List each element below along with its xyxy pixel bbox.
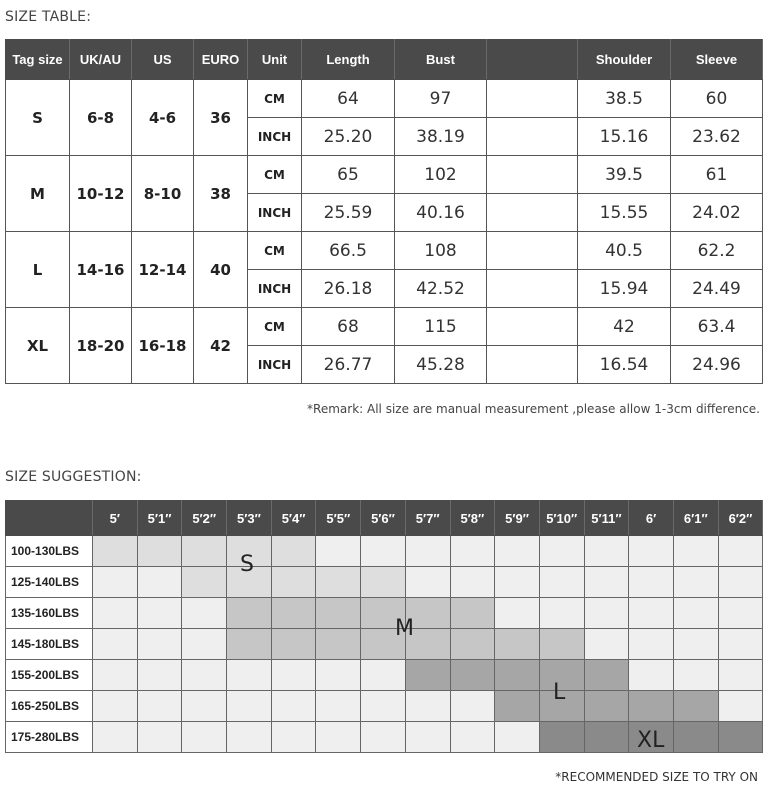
unit-inch-cell: INCH	[248, 118, 302, 156]
sleeve-inch-cell: 23.62	[671, 118, 763, 156]
empty-cell	[673, 567, 718, 598]
zone-cell-l	[584, 660, 629, 691]
empty-cell	[584, 629, 629, 660]
empty-cell	[137, 629, 182, 660]
zone-cell-s	[93, 536, 138, 567]
zone-cell-s	[137, 536, 182, 567]
blank-cm-cell	[487, 80, 578, 118]
empty-cell	[718, 660, 763, 691]
empty-cell	[495, 536, 540, 567]
zone-cell-l	[584, 691, 629, 722]
empty-cell	[137, 691, 182, 722]
us-cell: 4-6	[132, 80, 194, 156]
empty-cell	[450, 722, 495, 753]
zone-cell-m	[316, 598, 361, 629]
empty-cell	[718, 567, 763, 598]
zone-cell-xl	[539, 722, 584, 753]
us-cell: 16-18	[132, 308, 194, 384]
empty-cell	[629, 598, 674, 629]
zone-label-l: L	[553, 680, 566, 705]
empty-cell	[137, 722, 182, 753]
blank-inch-cell	[487, 194, 578, 232]
empty-cell	[271, 722, 316, 753]
empty-cell	[584, 567, 629, 598]
height-header: 6′	[629, 501, 674, 536]
empty-cell	[718, 536, 763, 567]
recommend-footer: *RECOMMENDED SIZE TO TRY ON	[555, 770, 758, 784]
header-us: US	[132, 40, 194, 80]
empty-cell	[93, 598, 138, 629]
size-suggestion-title: SIZE SUGGESTION:	[5, 469, 142, 485]
empty-cell	[539, 536, 584, 567]
zone-label-m: M	[395, 616, 414, 641]
empty-cell	[673, 629, 718, 660]
zone-cell-m	[227, 629, 272, 660]
weight-row	[6, 567, 763, 598]
tag-size-cell: XL	[6, 308, 70, 384]
zone-cell-m	[227, 598, 272, 629]
empty-cell	[93, 567, 138, 598]
bust-inch-cell: 40.16	[395, 194, 487, 232]
empty-cell	[182, 660, 227, 691]
empty-cell	[629, 536, 674, 567]
zone-label-xl: XL	[637, 728, 665, 753]
height-header: 5′10″	[539, 501, 584, 536]
zone-cell-s	[182, 567, 227, 598]
unit-cm-cell: CM	[248, 308, 302, 346]
uk-au-cell: 10-12	[70, 156, 132, 232]
weight-row	[6, 691, 763, 722]
empty-cell	[137, 567, 182, 598]
height-header: 5′3″	[227, 501, 272, 536]
empty-cell	[361, 722, 406, 753]
zone-cell-m	[271, 598, 316, 629]
height-header: 5′2″	[182, 501, 227, 536]
zone-cell-l	[450, 660, 495, 691]
empty-cell	[629, 567, 674, 598]
empty-cell	[93, 629, 138, 660]
header-tag-size: Tag size	[6, 40, 70, 80]
height-header: 5′9″	[495, 501, 540, 536]
weight-label: 100-130LBS	[6, 536, 93, 567]
zone-cell-l	[673, 691, 718, 722]
empty-cell	[584, 536, 629, 567]
header-bust: Bust	[395, 40, 487, 80]
zone-cell-m	[539, 629, 584, 660]
bust-cm-cell: 115	[395, 308, 487, 346]
length-inch-cell: 26.77	[302, 346, 395, 384]
shoulder-inch-cell: 15.16	[578, 118, 671, 156]
empty-cell	[227, 660, 272, 691]
empty-cell	[450, 536, 495, 567]
empty-cell	[271, 660, 316, 691]
zone-cell-s	[271, 536, 316, 567]
length-cm-cell: 65	[302, 156, 395, 194]
zone-cell-s	[182, 536, 227, 567]
header-euro: EURO	[194, 40, 248, 80]
empty-cell	[495, 598, 540, 629]
tag-size-cell: M	[6, 156, 70, 232]
height-header: 5′6″	[361, 501, 406, 536]
shoulder-inch-cell: 16.54	[578, 346, 671, 384]
zone-cell-m	[450, 629, 495, 660]
empty-cell	[673, 660, 718, 691]
bust-cm-cell: 108	[395, 232, 487, 270]
bust-inch-cell: 45.28	[395, 346, 487, 384]
zone-cell-m	[450, 598, 495, 629]
size-table	[5, 39, 763, 384]
empty-cell	[629, 629, 674, 660]
zone-cell-xl	[673, 722, 718, 753]
weight-label: 145-180LBS	[6, 629, 93, 660]
empty-cell	[93, 691, 138, 722]
empty-cell	[137, 660, 182, 691]
empty-cell	[673, 598, 718, 629]
empty-cell	[495, 722, 540, 753]
blank-cm-cell	[487, 308, 578, 346]
empty-cell	[227, 722, 272, 753]
empty-cell	[137, 598, 182, 629]
empty-cell	[227, 691, 272, 722]
shoulder-inch-cell: 15.55	[578, 194, 671, 232]
blank-cm-cell	[487, 156, 578, 194]
euro-cell: 40	[194, 232, 248, 308]
uk-au-cell: 14-16	[70, 232, 132, 308]
uk-au-cell: 6-8	[70, 80, 132, 156]
weight-row	[6, 629, 763, 660]
empty-cell	[405, 691, 450, 722]
zone-cell-l	[629, 691, 674, 722]
empty-cell	[405, 536, 450, 567]
unit-cm-cell: CM	[248, 80, 302, 118]
empty-cell	[718, 629, 763, 660]
header-uk-au: UK/AU	[70, 40, 132, 80]
weight-row	[6, 660, 763, 691]
height-header: 5′1″	[137, 501, 182, 536]
height-header: 5′7″	[405, 501, 450, 536]
length-cm-cell: 64	[302, 80, 395, 118]
sleeve-inch-cell: 24.49	[671, 270, 763, 308]
empty-cell	[673, 536, 718, 567]
empty-cell	[629, 660, 674, 691]
zone-cell-m	[495, 629, 540, 660]
empty-cell	[93, 660, 138, 691]
us-cell: 8-10	[132, 156, 194, 232]
bust-cm-cell: 97	[395, 80, 487, 118]
weight-row	[6, 536, 763, 567]
shoulder-cm-cell: 40.5	[578, 232, 671, 270]
sleeve-cm-cell: 62.2	[671, 232, 763, 270]
weight-label: 155-200LBS	[6, 660, 93, 691]
tag-size-cell: L	[6, 232, 70, 308]
blank-inch-cell	[487, 346, 578, 384]
empty-cell	[182, 722, 227, 753]
shoulder-inch-cell: 15.94	[578, 270, 671, 308]
height-header: 5′8″	[450, 501, 495, 536]
header-unit: Unit	[248, 40, 302, 80]
empty-cell	[539, 598, 584, 629]
weight-row	[6, 598, 763, 629]
empty-cell	[405, 722, 450, 753]
empty-cell	[450, 567, 495, 598]
zone-cell-l	[495, 691, 540, 722]
empty-cell	[539, 567, 584, 598]
unit-inch-cell: INCH	[248, 270, 302, 308]
empty-cell	[450, 691, 495, 722]
header-blank	[487, 40, 578, 80]
empty-cell	[584, 598, 629, 629]
shoulder-cm-cell: 39.5	[578, 156, 671, 194]
size-table-header-row	[6, 40, 763, 80]
zone-cell-m	[316, 629, 361, 660]
height-header: 6′1″	[673, 501, 718, 536]
size-row-m-cm	[6, 156, 763, 194]
unit-cm-cell: CM	[248, 232, 302, 270]
tag-size-cell: S	[6, 80, 70, 156]
grid-corner	[6, 501, 93, 536]
height-header: 6′2″	[718, 501, 763, 536]
empty-cell	[93, 722, 138, 753]
unit-inch-cell: INCH	[248, 346, 302, 384]
sleeve-inch-cell: 24.02	[671, 194, 763, 232]
size-row-s-cm	[6, 80, 763, 118]
sleeve-cm-cell: 63.4	[671, 308, 763, 346]
shoulder-cm-cell: 42	[578, 308, 671, 346]
bust-cm-cell: 102	[395, 156, 487, 194]
zone-label-s: S	[240, 552, 254, 577]
uk-au-cell: 18-20	[70, 308, 132, 384]
blank-inch-cell	[487, 118, 578, 156]
length-inch-cell: 25.20	[302, 118, 395, 156]
weight-label: 165-250LBS	[6, 691, 93, 722]
unit-cm-cell: CM	[248, 156, 302, 194]
header-sleeve: Sleeve	[671, 40, 763, 80]
empty-cell	[182, 598, 227, 629]
length-cm-cell: 66.5	[302, 232, 395, 270]
empty-cell	[361, 660, 406, 691]
empty-cell	[361, 536, 406, 567]
size-row-l-cm	[6, 232, 763, 270]
empty-cell	[182, 691, 227, 722]
zone-cell-s	[361, 567, 406, 598]
empty-cell	[271, 691, 316, 722]
weight-label: 135-160LBS	[6, 598, 93, 629]
remark-note: *Remark: All size are manual measurement ,please allow 1-3cm difference.	[307, 402, 760, 416]
sleeve-inch-cell: 24.96	[671, 346, 763, 384]
length-inch-cell: 25.59	[302, 194, 395, 232]
zone-cell-s	[271, 567, 316, 598]
empty-cell	[316, 660, 361, 691]
empty-cell	[405, 567, 450, 598]
empty-cell	[316, 722, 361, 753]
zone-cell-l	[405, 660, 450, 691]
length-inch-cell: 26.18	[302, 270, 395, 308]
weight-label: 175-280LBS	[6, 722, 93, 753]
length-cm-cell: 68	[302, 308, 395, 346]
sleeve-cm-cell: 61	[671, 156, 763, 194]
euro-cell: 42	[194, 308, 248, 384]
size-suggestion-grid	[5, 500, 763, 753]
height-header: 5′	[93, 501, 138, 536]
empty-cell	[316, 691, 361, 722]
unit-inch-cell: INCH	[248, 194, 302, 232]
zone-cell-l	[495, 660, 540, 691]
zone-cell-xl	[584, 722, 629, 753]
blank-cm-cell	[487, 232, 578, 270]
euro-cell: 38	[194, 156, 248, 232]
size-row-xl-cm	[6, 308, 763, 346]
header-shoulder: Shoulder	[578, 40, 671, 80]
height-header: 5′11″	[584, 501, 629, 536]
euro-cell: 36	[194, 80, 248, 156]
shoulder-cm-cell: 38.5	[578, 80, 671, 118]
zone-cell-xl	[718, 722, 763, 753]
sleeve-cm-cell: 60	[671, 80, 763, 118]
empty-cell	[361, 691, 406, 722]
bust-inch-cell: 38.19	[395, 118, 487, 156]
zone-cell-s	[316, 567, 361, 598]
height-header-row	[6, 501, 763, 536]
size-table-title: SIZE TABLE:	[5, 9, 92, 25]
empty-cell	[316, 536, 361, 567]
empty-cell	[718, 598, 763, 629]
empty-cell	[182, 629, 227, 660]
weight-label: 125-140LBS	[6, 567, 93, 598]
empty-cell	[495, 567, 540, 598]
blank-inch-cell	[487, 270, 578, 308]
us-cell: 12-14	[132, 232, 194, 308]
empty-cell	[718, 691, 763, 722]
header-length: Length	[302, 40, 395, 80]
height-header: 5′4″	[271, 501, 316, 536]
bust-inch-cell: 42.52	[395, 270, 487, 308]
zone-cell-m	[271, 629, 316, 660]
height-header: 5′5″	[316, 501, 361, 536]
